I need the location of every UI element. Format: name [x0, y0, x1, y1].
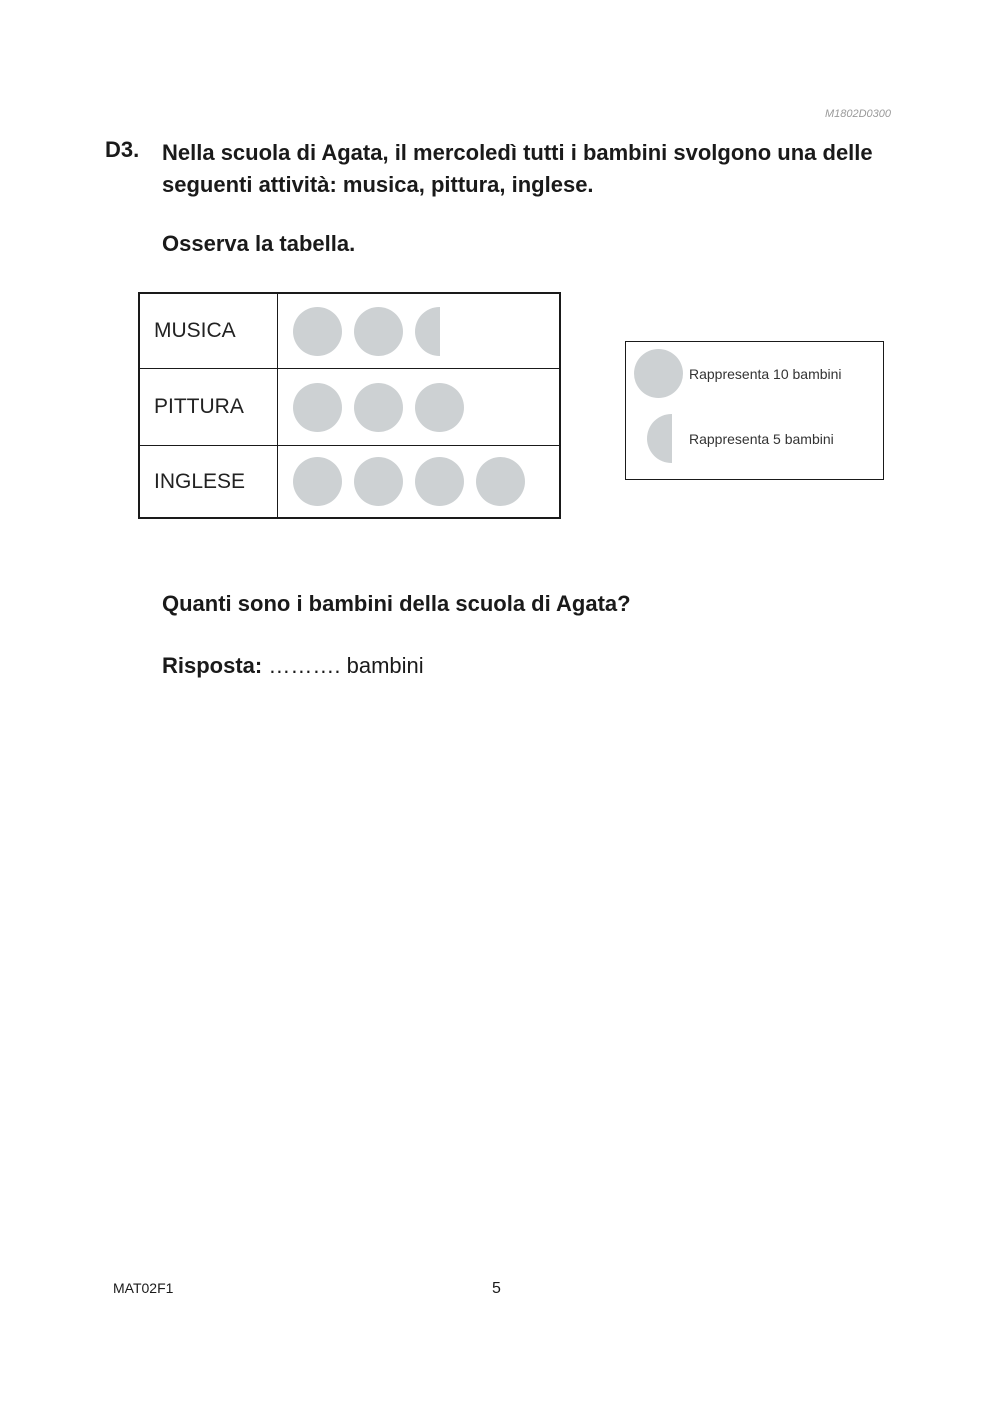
full-circle-icon — [476, 457, 525, 506]
row-symbols — [293, 369, 464, 445]
table-column-divider — [277, 294, 278, 517]
row-symbols — [293, 294, 440, 368]
half-circle-icon — [415, 307, 440, 356]
full-circle-icon — [354, 457, 403, 506]
full-circle-icon — [415, 383, 464, 432]
row-label: PITTURA — [154, 395, 244, 418]
pictogram-row-pittura — [140, 369, 559, 446]
full-circle-icon — [634, 349, 683, 398]
row-label: INGLESE — [154, 469, 246, 493]
answer-label: Risposta: — [162, 653, 263, 678]
legend-full-label: Rappresenta 10 bambini — [689, 365, 842, 382]
legend-row-half — [634, 414, 834, 463]
page-number: 5 — [492, 1280, 501, 1297]
footer-code: MAT02F1 — [113, 1280, 174, 1296]
full-circle-icon — [293, 307, 342, 356]
full-circle-icon — [415, 457, 464, 506]
item-code: M1802D0300 — [824, 108, 891, 120]
answer-line — [162, 653, 424, 679]
legend — [625, 341, 884, 480]
answer-unit: bambini — [346, 653, 424, 678]
question-number: D3. — [105, 137, 140, 162]
row-label: MUSICA — [154, 319, 236, 342]
answer-blank[interactable]: ………. — [268, 653, 341, 678]
legend-row-full — [634, 349, 842, 398]
full-circle-icon — [293, 457, 342, 506]
full-circle-icon — [293, 383, 342, 432]
full-circle-icon — [354, 307, 403, 356]
half-circle-icon — [647, 414, 672, 463]
full-circle-icon — [354, 383, 403, 432]
pictogram-row-inglese — [140, 446, 559, 517]
pictogram-table — [138, 292, 561, 519]
legend-half-label: Rappresenta 5 bambini — [689, 430, 834, 447]
row-symbols — [293, 446, 525, 517]
sub-question: Quanti sono i bambini della scuola di Agata? — [162, 591, 631, 616]
question-instruction: Osserva la tabella. — [162, 231, 356, 256]
pictogram-row-musica — [140, 294, 559, 369]
question-text: Nella scuola di Agata, il mercoledì tutti i bambini svolgono una delle seguenti attività: musica, pittura, inglese. — [162, 140, 873, 197]
